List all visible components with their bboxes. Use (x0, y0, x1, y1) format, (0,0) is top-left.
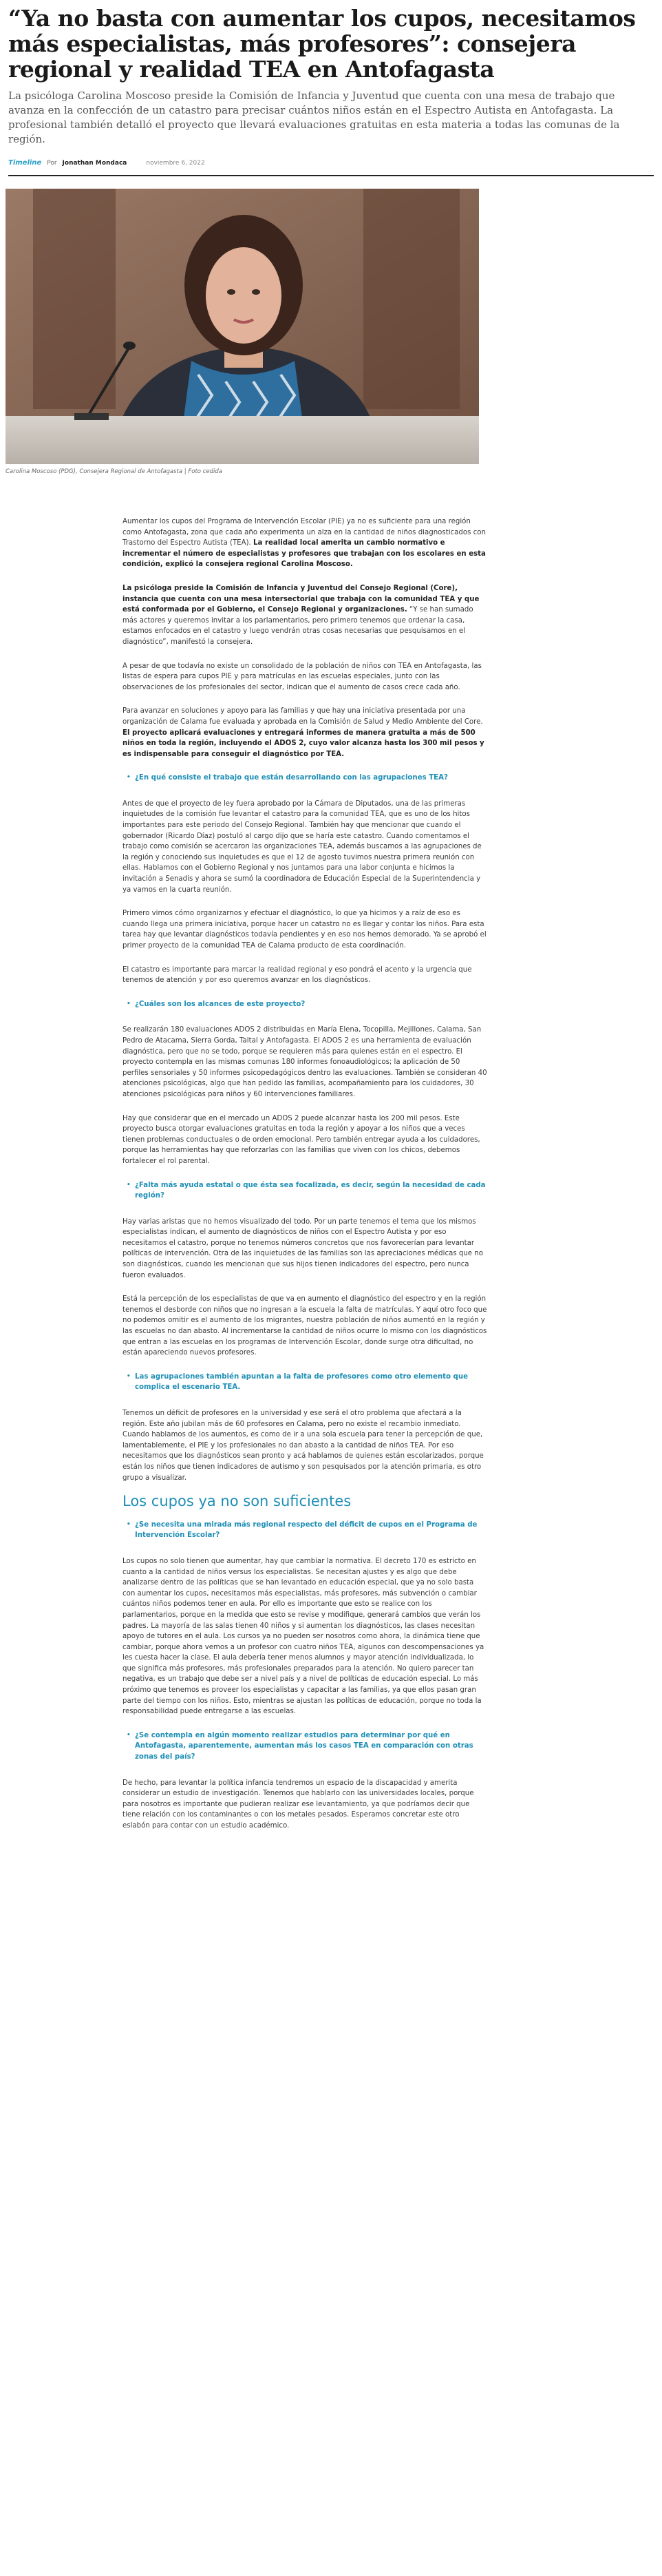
paragraph-1-bold: La realidad local amerita un cambio normativo e incrementar el número de especialistas y profesores que trabajan con los escolares en esta condición, explicó la consejera regional Carolina Moscoso. (122, 539, 486, 569)
bullet-icon: • (127, 1520, 131, 1528)
paragraph-2: La psicóloga preside la Comisión de Infancia y Juventud del Consejo Regional (Core), instancia que cuenta con una mesa intersectorial que trabaja con la comunidad TEA y que está conformada por el Gobierno, el Consejo Regional y organizaciones. “Y se han sumado más actores y queremos invitar a los parlamentarios, pero primero tenemos que ordenar la casa, estamos enfocados en el catastro y luego vendrán otras cosas necesarias que pesquisamos en el diagnóstico”, manifestó la consejera. (122, 584, 480, 646)
paragraph-11: Está la percepción de los especialistas de que va en aumento el diagnóstico del espectro y en la región tenemos el desborde con niños que no ingresan a la escuela la falta de matrículas. Y aquí otro foco que no podemos omitir es el aumento de los migrantes, nuestra población de niños aumentó en la región y las escuelas no dan abasto. Al incrementarse la cantidad de niños ocurre lo mismo con los diagnósticos que entran a las escuelas en los programas de Intervención Escolar, donde surge otra dificultad, no están apareciendo nuevos profesores. (122, 1295, 487, 1357)
paragraph-12: Tenemos un déficit de profesores en la universidad y ese será el otro problema que afectará a la región. Este año jubilan más de 60 profesores en Calama, pero no existe el recambio inmediato. Cuando hablamos de los aumentos, es como de ir a una sola escuela para tener la percepción de que, lamentablemente, el PIE y los profesionales no dan abasto a la cantidad de niños TEA. Por eso necesitamos que los diagnósticos sean pronto y acá hablamos de quienes están escolarizados, porque están los niños que tienen indicadores de autismo y son pesquisados por la atención primaria, es otro grupo a visualizar. (122, 1410, 484, 1482)
bullet-icon: • (127, 1000, 131, 1007)
question-5: • ¿Se necesita una mirada más regional respecto del déficit de cupos en el Programa de Intervención Escolar? (127, 1520, 487, 1541)
brand-logo[interactable]: Timeline (8, 159, 42, 167)
paragraph-4-bold: El proyecto aplicará evaluaciones y entregará informes de manera gratuita a más de 500 niños en toda la región, incluyendo el ADOS 2, cuyo valor alcanza hasta los 300 mil pesos y es indispensable para conseguir el diagnóstico por TEA. (122, 729, 484, 758)
paragraph-8: Se realizarán 180 evaluaciones ADOS 2 distribuidas en María Elena, Tocopilla, Mejillones, Calama, San Pedro de Atacama, Sierra Gorda, Taltal y Antofagasta. El ADOS 2 es una herramienta de evaluación diagnóstica, pero que no se todo, porque se requieren más para quienes están en el espectro. El proyecto contempla en las mismas comunas 180 informes fonoaudiológicos; la aplicación de 50 perfiles sensoriales y 50 informes psicopedagógicos dentro las evaluaciones. También se consideran 40 atenciones psicológicas, algo que han pedido las familias, acompañamiento para los cuidadores, 30 atenciones psicológicas para niños y 60 intervenciones familiares. (122, 1026, 487, 1098)
question-6: • ¿Se contempla en algún momento realizar estudios para determinar por qué en Antofagasta, aparentemente, aumentan más los casos TEA en comparación con otras zonas del país? (127, 1730, 487, 1763)
photo-caption: Carolina Moscoso (PDG), Consejera Regional de Antofagasta | Foto cedida (6, 468, 222, 475)
question-3: • ¿Falta más ayuda estatal o que ésta sea focalizada, es decir, según la necesidad de cada región? (127, 1180, 487, 1202)
paragraph-9: Hay que considerar que en el mercado un ADOS 2 puede alcanzar hasta los 200 mil pesos. Este proyecto busca otorgar evaluaciones gratuitas en toda la región y apoyar a los niños que a veces tienen problemas conductuales o de orden emocional. Pero también entregar ayuda a los cuidadores, porque las herramientas hay que reforzarlas con las familias que viven con los chicos, debemos fortalecer el rol parental. (122, 1114, 480, 1165)
publish-date: noviembre 6, 2022 (146, 159, 205, 167)
author-link[interactable]: Jonathan Mondaca (62, 159, 127, 167)
paragraph-1: Aumentar los cupos del Programa de Intervención Escolar (PIE) ya no es suficiente para una región como Antofagasta, zona que cada año experimenta un alza en la cantidad de niños diagnosticados con Trastorno del Espectro Autista (TEA). La realidad local amerita un cambio normativo e incrementar el número de especialistas y profesores que trabajan con los escolares en esta condición, explicó la consejera regional Carolina Moscoso. (122, 518, 486, 569)
question-4: • Las agrupaciones también apuntan a la falta de profesores como otro elemento que complica el escenario TEA. (127, 1372, 487, 1393)
paragraph-14: De hecho, para levantar la política infancia tendremos un espacio de la discapacidad y amerita considerar un estudio de investigación. Tenemos que hablarlo con las universidades locales, porque para nosotros es importante que pudieran realizar ese levantamiento, ya que podríamos decir que tiene relación con los contaminantes o con los metales pesados. Esperamos concretar este otro eslabón para contar con un estudio académico. (122, 1779, 474, 1830)
paragraph-5: Antes de que el proyecto de ley fuera aprobado por la Cámara de Diputados, una de las primeras inquietudes de la comisión fue levantar el catastro para la comunidad TEA, que es uno de los hitos importantes para este periodo del Consejo Regional. También hay que mencionar que cuando el gobernador (Ricardo Díaz) postuló al cargo dijo que se haría este catastro. Cuando comentamos el trabajo como comisión se acercaron las organizaciones TEA, además buscamos a las agrupaciones de la región y conociendo sus inquietudes es que el 12 de agosto tuvimos nuestra primera reunión con ellas. Hablamos con el Gobierno Regional y nos juntamos para una labor conjunta e hicimos la invitación a Senadis y ahora se sumó la coordinadora de Educación Especial de la Superintendencia y ya vamos en la cuarta reunión. (122, 799, 482, 894)
paragraph-13: Los cupos no solo tienen que aumentar, hay que cambiar la normativa. El decreto 170 es estricto en cuanto a la cantidad de niños versus los especialistas. Se necesitan ajustes y es algo que debe analizarse dentro de las políticas que se han levantado en educación especial, que ya no solo basta con aumentar los cupos, necesitamos más especialistas, más profesores, más subvención o cambiar cuántos niños podemos tener en aula. Por ello es importante que esto se realice con los parlamentarios, porque en la medida que esto se revise y modifique, generará cambios que verán los padres. La mayoría de las salas tienen 40 niños y si aumentan los diagnósticos, las clases necesitan apoyo de tutores en el aula. Los cursos ya no pueden ser nosotros como ahora, la dinámica tiene que cambiar, porque ahora vemos a un profesor con cuatro niños TEA, algunos con descompensaciones ya les cuesta hacer la clase. El aula debería tener menos alumnos y mayor atención individualizada, lo que significa más profesores, más profesionales preparados para la atención. No quiero parecer tan negativa, es un trabajo que debe ser a nivel país y a nivel de políticas de educación especial. Lo más próximo que tenemos es proveer los especialistas y capacitar a las familias, ya que ellos pasan gran parte del tiempo con los niños. Esto, mientras se ajustan las políticas de educación, porque no toda la responsabilidad puede entregarse a las escuelas. (122, 1557, 484, 1716)
paragraph-6: Primero vimos cómo organizarnos y efectuar el diagnóstico, lo que ya hicimos y a raíz de eso es cuando llega una primera iniciativa, porque hacer un catastro no es llegar y contar los niños. Para esta tarea hay que levantar diagnósticos todavía pendientes y en eso nos hemos demorado. Ya se aprobó el primer proyecto de la comunidad TEA de Calama producto de esta coordinación. (122, 910, 487, 950)
bullet-icon: • (127, 1372, 131, 1380)
byline (8, 159, 654, 167)
article-photo (6, 189, 479, 464)
bullet-icon: • (127, 774, 131, 782)
header-divider (8, 175, 654, 176)
question-2: • ¿Cuáles son los alcances de este proyecto? (127, 999, 487, 1010)
paragraph-10: Hay varias aristas que no hemos visualizado del todo. Por un parte tenemos el tema que los mismos especialistas indican, el aumento de diagnósticos de niños con el Espectro Autista y por eso necesitamos el catastro, porque no tenemos números concretos que nos favorecerían para levantar políticas de intervención. Otra de las inquietudes de las familias son las apreciaciones médicas que no son diagnósticos, cuando les mencionan que sus hijos tienen indicadores del espectro, pero nunca fueron evaluados. (122, 1217, 483, 1279)
article-headline: “Ya no basta con aumentar los cupos, necesitamos más especialistas, más profesores”: consejera regional y realidad TEA en Antofagasta (8, 5, 636, 83)
paragraph-2-bold: La psicóloga preside la Comisión de Infancia y Juventud del Consejo Regional (Core), instancia que cuenta con una mesa intersectorial que trabaja con la comunidad TEA y que está conformada por el Gobierno, el Consejo Regional y organizaciones. (122, 584, 480, 614)
article-lead: La psicóloga Carolina Moscoso preside la Comisión de Infancia y Juventud que cuenta con una mesa de trabajo que avanza en la confección de un catastro para precisar cuántos niños están en el Espectro Autista en Antofagasta. La profesional también detalló el proyecto que llevará evaluaciones gratuitas en esta materia a todas las comunas de la región. (8, 90, 620, 145)
bullet-icon: • (127, 1731, 131, 1739)
by-label: Por (47, 159, 57, 167)
paragraph-7: El catastro es importante para marcar la realidad regional y eso pondrá el acento y la urgencia que tenemos de atención y por eso queremos avanzar en los diagnósticos. (122, 965, 472, 985)
bullet-icon: • (127, 1181, 131, 1188)
question-1: • ¿En qué consiste el trabajo que están desarrollando con las agrupaciones TEA? (127, 773, 487, 784)
section-heading: Los cupos ya no son suficientes (122, 1493, 352, 1510)
portrait-illustration (6, 189, 479, 464)
paragraph-3: A pesar de que todavía no existe un consolidado de la población de niños con TEA en Antofagasta, las listas de espera para cupos PIE y para matrículas en las escuelas especiales, junto con las observaciones de los profesionales del sector, indican que el aumento de casos crece cada año. (122, 662, 482, 691)
article-body (122, 516, 487, 1832)
paragraph-4: Para avanzar en soluciones y apoyo para las familias y que hay una iniciativa presentada por una organización de Calama fue evaluada y aprobada en la Comisión de Salud y Medio Ambiente del Core. El proyecto aplicará evaluaciones y entregará informes de manera gratuita a más de 500 niños en toda la región, incluyendo el ADOS 2, cuyo valor alcanza hasta los 300 mil pesos y es indispensable para conseguir el diagnóstico por TEA. (122, 707, 484, 758)
